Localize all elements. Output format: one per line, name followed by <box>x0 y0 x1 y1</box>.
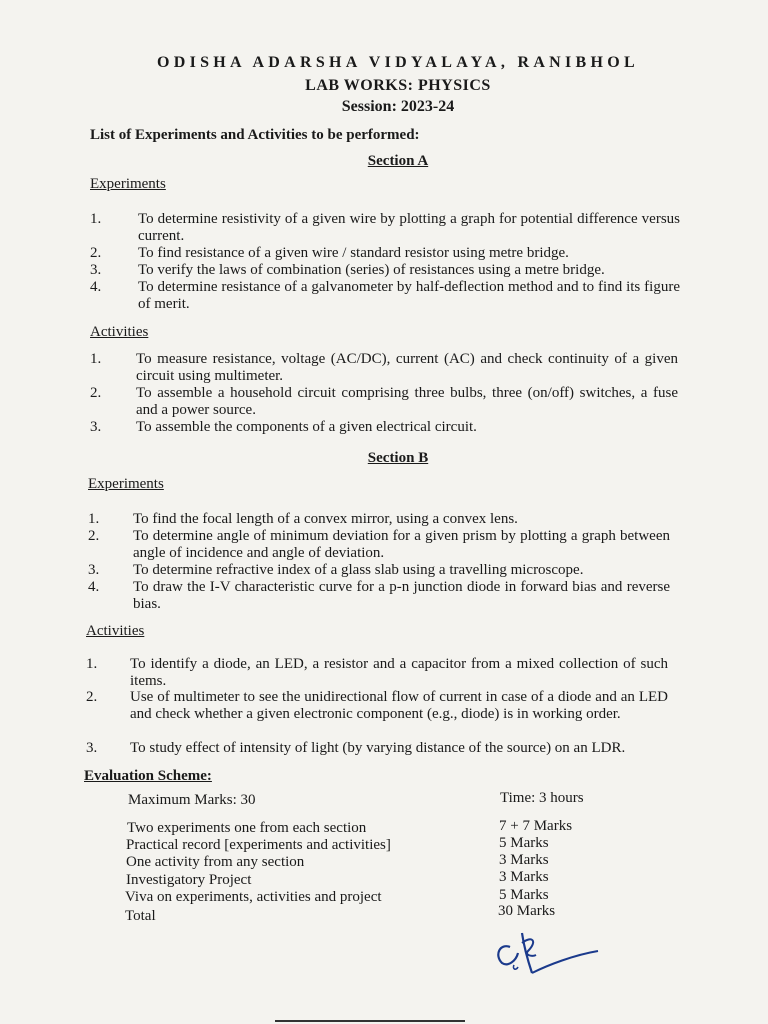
item-text: To determine refractive index of a glass slab using a travelling microscope. <box>133 562 584 578</box>
item-text: To determine resistance of a galvanometer by half-deflection method and to find its figure of merit. <box>138 279 680 312</box>
item-text: To determine resistivity of a given wire by plotting a graph for potential difference versus current. <box>138 211 680 244</box>
eval-item: Total <box>125 908 156 924</box>
eval-marks: 5 Marks <box>499 887 549 903</box>
item-number: 1. <box>90 351 102 367</box>
section-a-experiments-label: Experiments <box>90 176 166 192</box>
eval-item: Two experiments one from each section <box>127 820 367 836</box>
eval-item: One activity from any section <box>126 854 305 870</box>
item-text: To identify a diode, an LED, a resistor and a capacitor from a mixed collection of such items. <box>130 656 668 689</box>
session-label: Session: 2023-24 <box>341 98 455 115</box>
item-number: 1. <box>90 211 102 227</box>
eval-item: Viva on experiments, activities and project <box>125 889 382 905</box>
max-marks: Maximum Marks: 30 <box>128 792 256 808</box>
item-text: To determine angle of minimum deviation for a given prism by plotting a graph between angle of incidence and angle of deviation. <box>133 528 670 561</box>
evaluation-title: Evaluation Scheme: <box>84 768 212 784</box>
eval-marks: 7 + 7 Marks <box>499 818 573 834</box>
item-number: 1. <box>86 656 98 672</box>
signature-image <box>488 925 608 985</box>
item-text: To assemble the components of a given electrical circuit. <box>136 419 477 435</box>
item-text: To measure resistance, voltage (AC/DC), current (AC) and check continuity of a given circuit using multimeter. <box>136 351 678 384</box>
item-number: 1. <box>88 511 100 527</box>
item-number: 2. <box>86 689 98 705</box>
section-a-activities-label: Activities <box>90 324 149 340</box>
section-b-activities-label: Activities <box>86 623 145 639</box>
bottom-rule <box>275 1020 465 1022</box>
eval-marks: 30 Marks <box>498 903 556 919</box>
item-text: To find the focal length of a convex mirror, using a convex lens. <box>133 511 518 527</box>
eval-item: Practical record [experiments and activities] <box>126 837 391 853</box>
eval-marks: 3 Marks <box>499 869 549 885</box>
list-heading: List of Experiments and Activities to be performed: <box>90 127 420 143</box>
item-text: To assemble a household circuit comprising three bulbs, three (on/off) switches, a fuse and a power source. <box>136 385 678 418</box>
item-number: 3. <box>88 562 100 578</box>
item-number: 3. <box>86 740 98 756</box>
eval-marks: 5 Marks <box>499 835 549 851</box>
item-number: 3. <box>90 262 102 278</box>
lab-title: LAB WORKS: PHYSICS <box>305 77 491 94</box>
item-number: 3. <box>90 419 102 435</box>
eval-marks: 3 Marks <box>499 852 549 868</box>
item-text: Use of multimeter to see the unidirectional flow of current in case of a diode and an LED and check whether a given electronic component (e.g., diode) is in working order. <box>130 689 668 722</box>
item-text: To find resistance of a given wire / standard resistor using metre bridge. <box>138 245 569 261</box>
item-number: 2. <box>90 245 102 261</box>
school-name: ODISHA ADARSHA VIDYALAYA, RANIBHOL <box>156 54 639 71</box>
eval-item: Investigatory Project <box>126 872 252 888</box>
section-b-experiments-label: Experiments <box>88 476 164 492</box>
item-text: To study effect of intensity of light (by varying distance of the source) on an LDR. <box>130 740 626 756</box>
item-number: 2. <box>88 528 100 544</box>
item-number: 2. <box>90 385 102 401</box>
exam-time: Time: 3 hours <box>500 790 584 806</box>
item-text: To draw the I-V characteristic curve for a p-n junction diode in forward bias and reverse bias. <box>133 579 670 612</box>
section-a-title: Section A <box>367 153 429 169</box>
section-b-title: Section B <box>367 450 429 466</box>
item-text: To verify the laws of combination (series) of resistances using a metre bridge. <box>138 262 605 278</box>
item-number: 4. <box>88 579 100 595</box>
item-number: 4. <box>90 279 102 295</box>
